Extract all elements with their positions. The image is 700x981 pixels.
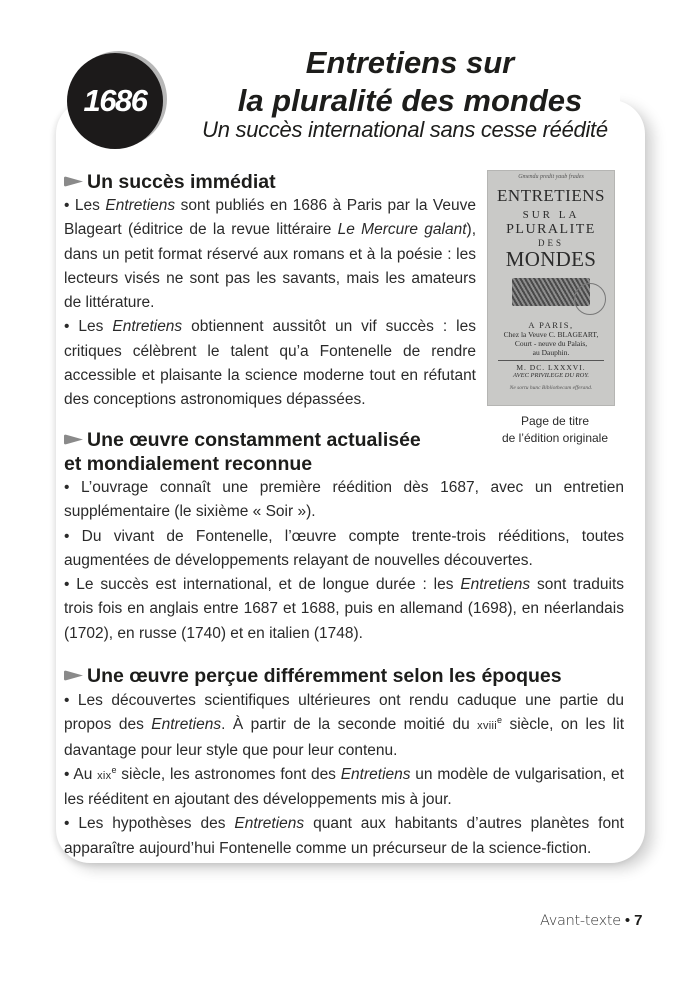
paragraph: • Du vivant de Fontenelle, l’œuvre compte trente-trois rééditions, toutes augmentées de développements relayant de nouvelles découvertes. xyxy=(64,527,624,569)
paragraph: • Le succès est international, et de longue durée : les Entretiens sont traduits trois fois en anglais entre 1687 et 1688, puis en allemand (1698), en néerlandais (1702), en russe (1740) et en italien (1748). xyxy=(64,576,624,642)
paragraph: • Les Entretiens obtiennent aussitôt un vif succès : les critiques célèbrent le talent qu’a Fontenelle de rendre accessible et plaisante la science moderne tout en réfutant des conceptions astronomiques dépassées. xyxy=(64,318,476,409)
paragraph: • Les hypothèses des Entretiens quant aux habitants d’autres planètes font apparaître aujourd’hui Fontenelle comme un précurseur de la science-fiction. xyxy=(64,815,624,857)
figure-caption: Page de titre de l’édition originale xyxy=(501,414,609,445)
page-title xyxy=(160,44,660,120)
library-stamp xyxy=(574,283,606,315)
paragraph: • L’ouvrage connaît une première réédition dès 1687, avec un entretien supplémentaire (le sixième « Soir »). xyxy=(64,479,624,521)
year-badge: 1686 xyxy=(67,53,163,149)
section-heading-3: Une œuvre perçue différemment selon les époques xyxy=(64,664,562,688)
title-line-1: Entretiens sur xyxy=(305,45,515,80)
page-footer xyxy=(540,912,643,929)
paragraph: • Les Entretiens sont publiés en 1686 à Paris par la Veuve Blageart (éditrice de la revue littéraire Le Mercure galant), dans un petit format réservé aux romans et à la poésie : les lecteurs visés ne sont pas les savants, mais les amateurs de littérature. xyxy=(64,197,477,312)
page-number: 7 xyxy=(634,912,643,929)
arrow-bullet-icon xyxy=(64,176,83,187)
arrow-bullet-icon xyxy=(64,670,83,681)
section-body-3 xyxy=(64,689,624,861)
paragraph: • Les découvertes scientifiques ultérieures ont rendu caduque une partie du propos des Entretiens. À partir de la seconde moitié du xviii$^e$ siècle, on les lit davantage pour leur style que pour leur contenu. xyxy=(64,692,624,759)
book-title-page-image: Gmendu predit yaub frades ENTRETIENS SUR LA PLURALITE DES MONDES A PARIS, Chez la Veuve C. BLAGEART, Court - neuve du Palais, au Dauphin. M. DC. LXXXVI. AVEC PRIVILEGE DU ROY. Ne sortu hunc Bibliothecam efferand. xyxy=(487,170,615,406)
section-heading-2: Une œuvre constamment actualisée et mondialement reconnue xyxy=(64,429,421,475)
title-line-2: la pluralité des mondes xyxy=(237,83,583,118)
footer-separator: • xyxy=(624,912,631,929)
section-body-1 xyxy=(64,194,476,413)
section-body-2 xyxy=(64,476,624,646)
paragraph: • Au xix$^e$ siècle, les astronomes font des Entretiens un modèle de vulgarisation, et les rééditent en ajoutant des développements mis à jour. xyxy=(64,764,624,809)
arrow-bullet-icon xyxy=(64,434,83,445)
section-heading-1: Un succès immédiat xyxy=(64,170,276,194)
page-subtitle: Un succès international sans cesse réédité xyxy=(202,117,608,142)
footer-section-label: Avant-texte xyxy=(540,913,621,929)
